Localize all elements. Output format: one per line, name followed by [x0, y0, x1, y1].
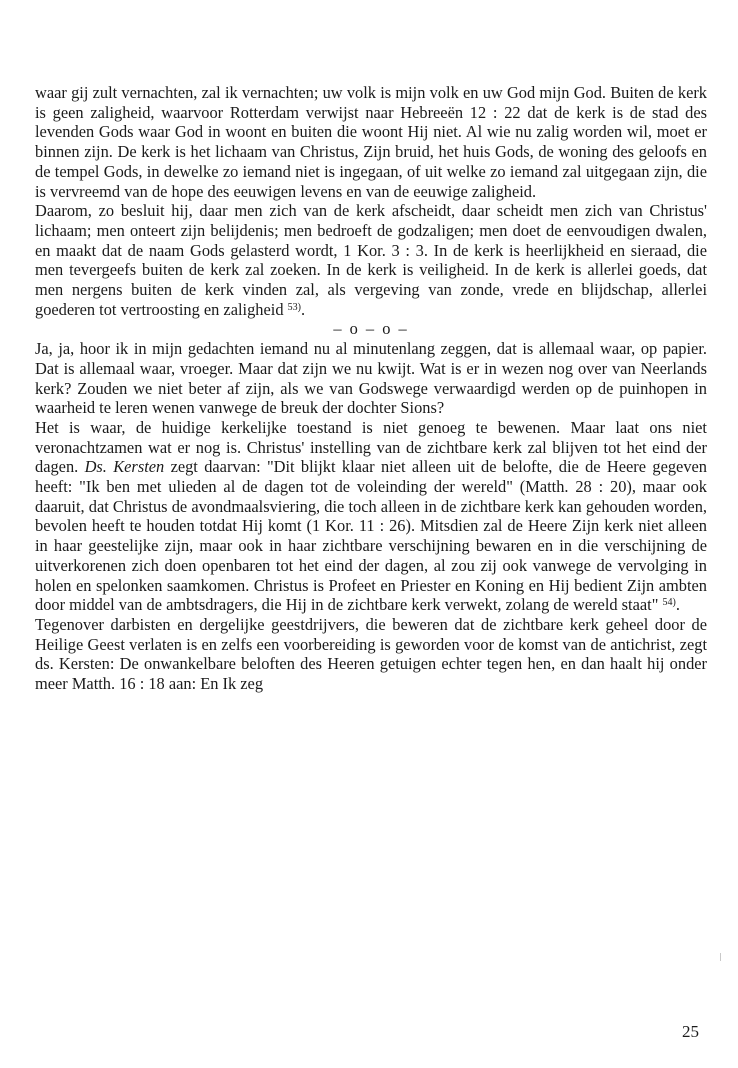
paragraph-4-text-a: Het is waar, de huidige kerkelijke toestand is niet genoeg te bewenen. Maar laat ons niet veronachtzamen wat er nog is. Christus' instelling van de zichtbare kerk zal blijven tot het eind der dagen. [35, 417, 707, 477]
paragraph-2-end: . [300, 299, 306, 319]
paragraph-2-text: Daarom, zo besluit hij, daar men zich van de kerk afscheidt, daar scheidt men zich van Christus' lichaam; men onteert zijn belijdenis; men bedroeft de godzaligen; men doet de eenvoudigen dwalen, en maakt dat de naam Gods gelasterd wordt, 1 Kor. 3 : 3. In de kerk is heerlijkheid en sieraad, die men tevergeefs buiten de kerk zal zoeken. In de kerk is veiligheid. In de kerk is allerlei goeds, dat men nergens buiten de kerk vinden zal, als vergeving van zonde, vrede en blijdschap, allerlei goederen tot vertroosting en zaligheid [35, 201, 707, 319]
paragraph-1: waar gij zult vernachten, zal ik vernachten; uw volk is mijn volk en uw God mijn God. Buiten de kerk is geen zaligheid, waarvoor Rotterdam verwijst naar Hebreeën 12 : 22 dat de kerk is de stad des levenden Gods waar God in woont en buiten die woont Hij niet. Al wie nu zalig worden wil, moet er binnen zijn. De kerk is het lichaam van Christus, Zijn bruid, het huis Gods, de woning des geloofs en de tempel Gods, in dewelke zo iemand niet is ingegaan, of uit welke zo iemand zal uitgegaan zijn, die is vervreemd van de hope des eeuwigen levens en van de eeuwige zaligheid. [35, 83, 707, 201]
separator-mark: – o – o – [333, 319, 409, 339]
author-name: Ds. Kersten [84, 457, 165, 477]
section-separator [35, 319, 707, 339]
body-text [35, 83, 707, 694]
paragraph-5: Tegenover darbisten en dergelijke geestdrijvers, die beweren dat de zichtbare kerk geheel door de Heilige Geest verlaten is en zelfs een voorbereiding is geworden voor de komst van de antichrist, zegt ds. Kersten: De onwankelbare beloften des Heeren getuigen echter tegen hen, en dan haalt hij onder meer Matth. 16 : 18 aan: En Ik zeg [35, 614, 707, 694]
page-number: 25 [682, 1022, 699, 1041]
margin-mark [720, 953, 721, 961]
footnote-ref-54: 54) [662, 597, 676, 609]
footnote-ref-53: 53) [287, 301, 301, 313]
paragraph-4-end: . [675, 595, 680, 615]
paragraph-4-text-b: zegt daarvan: "Dit blijkt klaar niet alleen uit de belofte, die de Heere gegeven heeft: "Ik ben met ulieden al de dagen tot de voleinding der wereld" (Matth. 28 : 20), maar ook daaruit, dat Christus de avondmaalsviering, die toch alleen in de zichtbare kerk kan gehouden worden, bevolen heeft te houden totdat Hij komt (1 Kor. 11 : 26). Mitsdien zal de Heere Zijn kerk niet alleen in haar geestelijke zijn, maar ook in haar zichtbare verschijning bewaren en in die verschijning de uitverkorenen zich doen openbaren tot het eind der dagen, al zou zij ook vanwege de vervolging in holen en spelonken saamkomen. Christus is Profeet en Priester en Koning en Hij bedient Zijn ambten door middel van de ambtsdragers, die Hij in de zichtbare kerk verwekt, zolang de wereld staat" [35, 457, 707, 615]
paragraph-3: Ja, ja, hoor ik in mijn gedachten iemand nu al minutenlang zeggen, dat is allemaal waar, op papier. Dat is allemaal waar, vroeger. Maar dat zijn we nu kwijt. Wat is er in wezen nog over van Neerlands kerk? Zouden we niet beter af zijn, als we van Godswege verwaardigd werden op de puinhopen in waarheid te leren wenen vanwege de breuk der dochter Sions? [35, 339, 707, 418]
paragraph-2 [35, 201, 707, 319]
paragraph-4 [35, 418, 707, 615]
